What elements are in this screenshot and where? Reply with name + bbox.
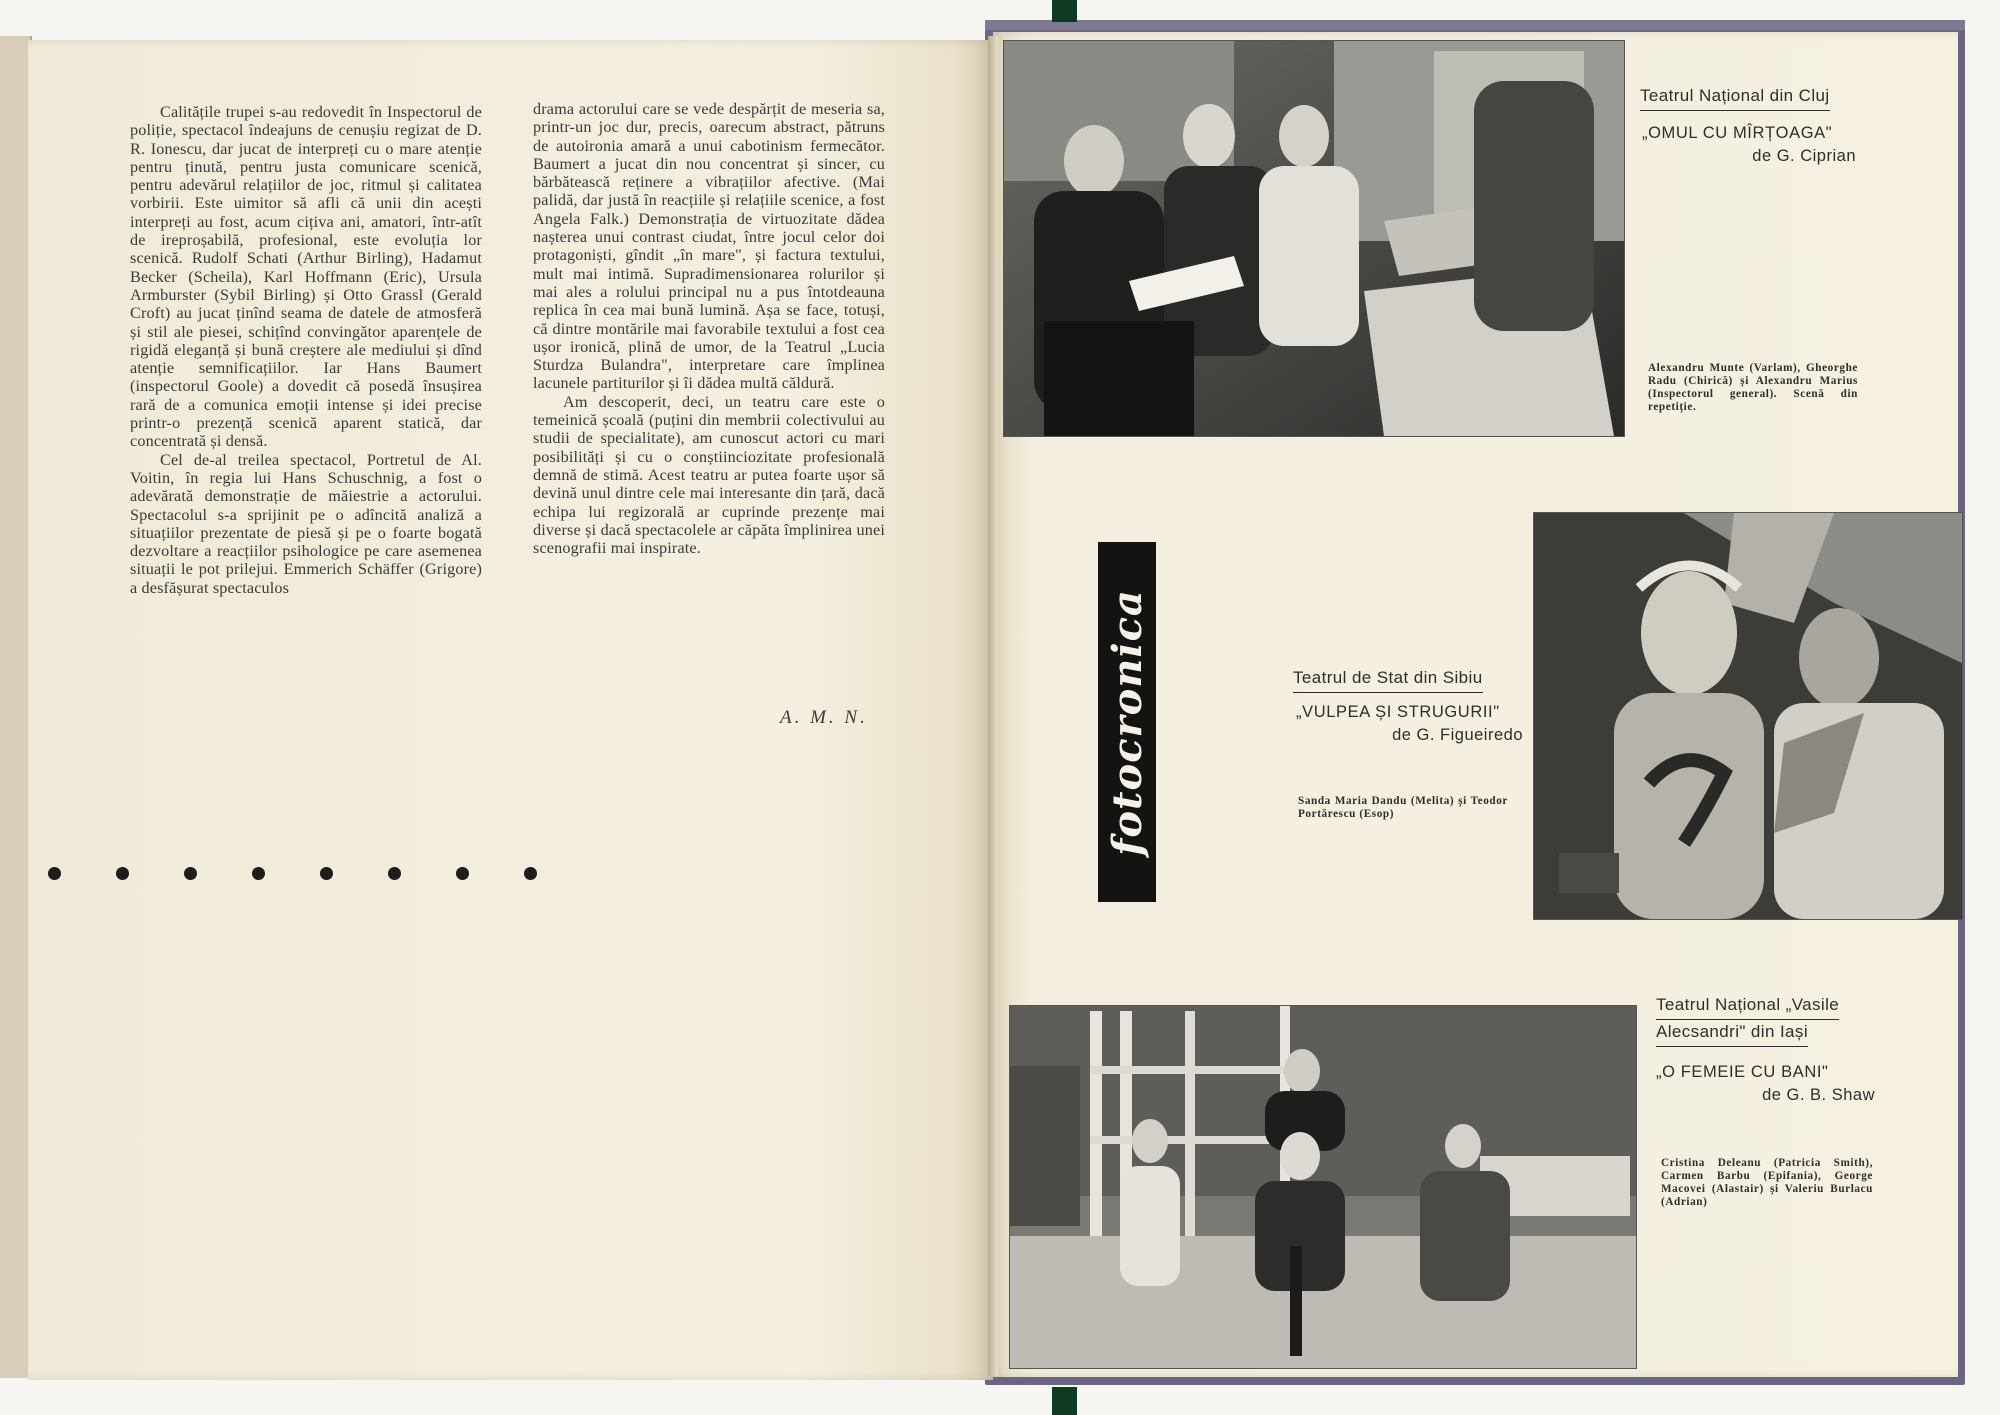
caption-theatre-continued: Alecsandri" din Iași bbox=[1656, 1022, 1808, 1047]
fotocronica-text: fotocronica bbox=[1103, 588, 1151, 856]
caption-author: de G. Ciprian bbox=[1752, 147, 1856, 165]
caption-credits: Cristina Deleanu (Patricia Smith), Carmen Barbu (Epifania), George Macovei (Alastair) și Valeriu Burlacu (Adrian) bbox=[1661, 1157, 1873, 1208]
caption-theatre: Teatrul Național „Vasile bbox=[1656, 995, 1839, 1020]
caption-credits: Alexandru Munte (Varlam), Gheorghe Radu (Chirică) și Alexandru Marius (Inspectorul general). Scenă din repetiție. bbox=[1648, 362, 1858, 413]
caption-credits: Sanda Maria Dandu (Melita) și Teodor Portărescu (Esop) bbox=[1298, 795, 1508, 820]
caption-author: de G. Figueiredo bbox=[1392, 726, 1523, 744]
caption-play-title: „O FEMEIE CU BANI" bbox=[1656, 1063, 1829, 1081]
fotocronica-label bbox=[1098, 542, 1156, 902]
separator-dot bbox=[320, 867, 333, 880]
photo-sibiu-scene bbox=[1533, 512, 1963, 920]
separator-dot bbox=[252, 867, 265, 880]
photo-iasi-scene bbox=[1009, 1005, 1637, 1369]
article-column-2 bbox=[533, 100, 885, 557]
article-column-1 bbox=[130, 103, 482, 597]
separator-dot bbox=[456, 867, 469, 880]
caption-author: de G. B. Shaw bbox=[1762, 1086, 1875, 1104]
article-paragraph: Calitățile trupei s-au redovedit în Inspectorul de poliție, spectacol îndeajuns de cenușiu regizat de D. R. Ionescu, dar jucat de interpreți cu o mare atenție pentru ținută, pentru justa comunicare scenică, pentru adevărul relațiilor de joc, ritmul și calitatea vorbirii. Este uimitor să afli că unii din acești interpreți au fost, acum cițiva ani, amatori, într-atît de ireproșabilă, profesional, este evoluția lor scenică. Rudolf Schati (Arthur Birling), Hadamut Becker (Scheila), Karl Hoffmann (Eric), Ursula Armburster (Sybil Birling) și Otto Grassl (Gerald Croft) au jucat ținînd seama de datele de atmosferă și stil ale piesei, schițînd convingător aparențele de rigidă eleganță și bună creștere ale mediului și dînd atenție semnificațiilor. Iar Hans Baumert (inspectorul Goole) a dovedit că posedă însușirea rară de a comunica emoții intense și idei precise printr-o prezență scenică aparent statică, dar concentrată și densă. bbox=[130, 103, 482, 451]
bookmark-ribbon-top bbox=[1052, 0, 1077, 22]
separator-dot bbox=[388, 867, 401, 880]
caption-theatre: Teatrul Național din Cluj bbox=[1640, 86, 1830, 111]
separator-dot bbox=[116, 867, 129, 880]
caption-play-title: „OMUL CU MÎRȚOAGA" bbox=[1642, 124, 1833, 142]
author-signature: A. M. N. bbox=[780, 707, 868, 728]
book-gutter bbox=[988, 36, 998, 1376]
bookmark-ribbon-bottom bbox=[1052, 1387, 1077, 1415]
photo-cluj-rehearsal bbox=[1003, 40, 1625, 437]
separator-dot bbox=[524, 867, 537, 880]
separator-dot bbox=[48, 867, 61, 880]
caption-theatre: Teatrul de Stat din Sibiu bbox=[1293, 668, 1483, 693]
article-paragraph: drama actorului care se vede despărțit de meseria sa, printr-un joc dur, precis, oarecum abstract, pătruns de autoironia amară a unui cabotinism fermecător. Baumert a jucat din nou concentrat și sincer, cu bărbătească reținere a vibrațiilor afective. (Mai palidă, dar justă în reacțiile și relațiile scenice, a fost Angela Falk.) Demonstrația de virtuozitate dădea nașterea unui contrast ciudat, între jocul celor doi protagoniști, gîndit „în mare", și factura textului, mult mai intimă. Supradimensionarea rolurilor și mai ales a rolului principal nu a pus întotdeauna replica în cea mai bună lumină. Așa se face, totuși, că dintre montările mai favorabile textului a fost cea ușor ironică, plină de umor, de la Teatrul „Lucia Sturdza Bulandra", interpretare care împlinea lacunele partiturilor și îi dădea multă căldură. bbox=[533, 100, 885, 393]
separator-dot bbox=[184, 867, 197, 880]
dot-separator bbox=[48, 867, 548, 885]
caption-play-title: „VULPEA ȘI STRUGURII" bbox=[1296, 703, 1500, 721]
book-cover-top-edge bbox=[985, 20, 1965, 30]
article-paragraph: Am descoperit, deci, un teatru care este o temeinică școală (puțini din membrii colectivului au studii de specialitate), am cunoscut actori cu mari posibilități și cu o conștiinciozitate profesională demnă de stimă. Acest teatru ar putea foarte ușor să devină unul dintre cele mai interesante din țară, dacă echipa lui regizorală ar cuprinde prezențe mai diverse și dacă spectacolele ar căpăta împlinirea unei scenografii mai inspirate. bbox=[533, 392, 885, 558]
article-paragraph: Cel de-al treilea spectacol, Portretul de Al. Voitin, în regia lui Hans Schuschnig, a fost o adevărată demonstrație de măiestrie a actorului. Spectacolul s-a sprijinit pe o adîncită analiză a situațiilor prezentate de piesă și pe o foarte bogată dezvoltare a reacțiilor psihologice pe care asemenea situații le pot prilejui. Emmerich Schäffer (Grigore) a desfășurat spectaculos bbox=[130, 450, 482, 597]
